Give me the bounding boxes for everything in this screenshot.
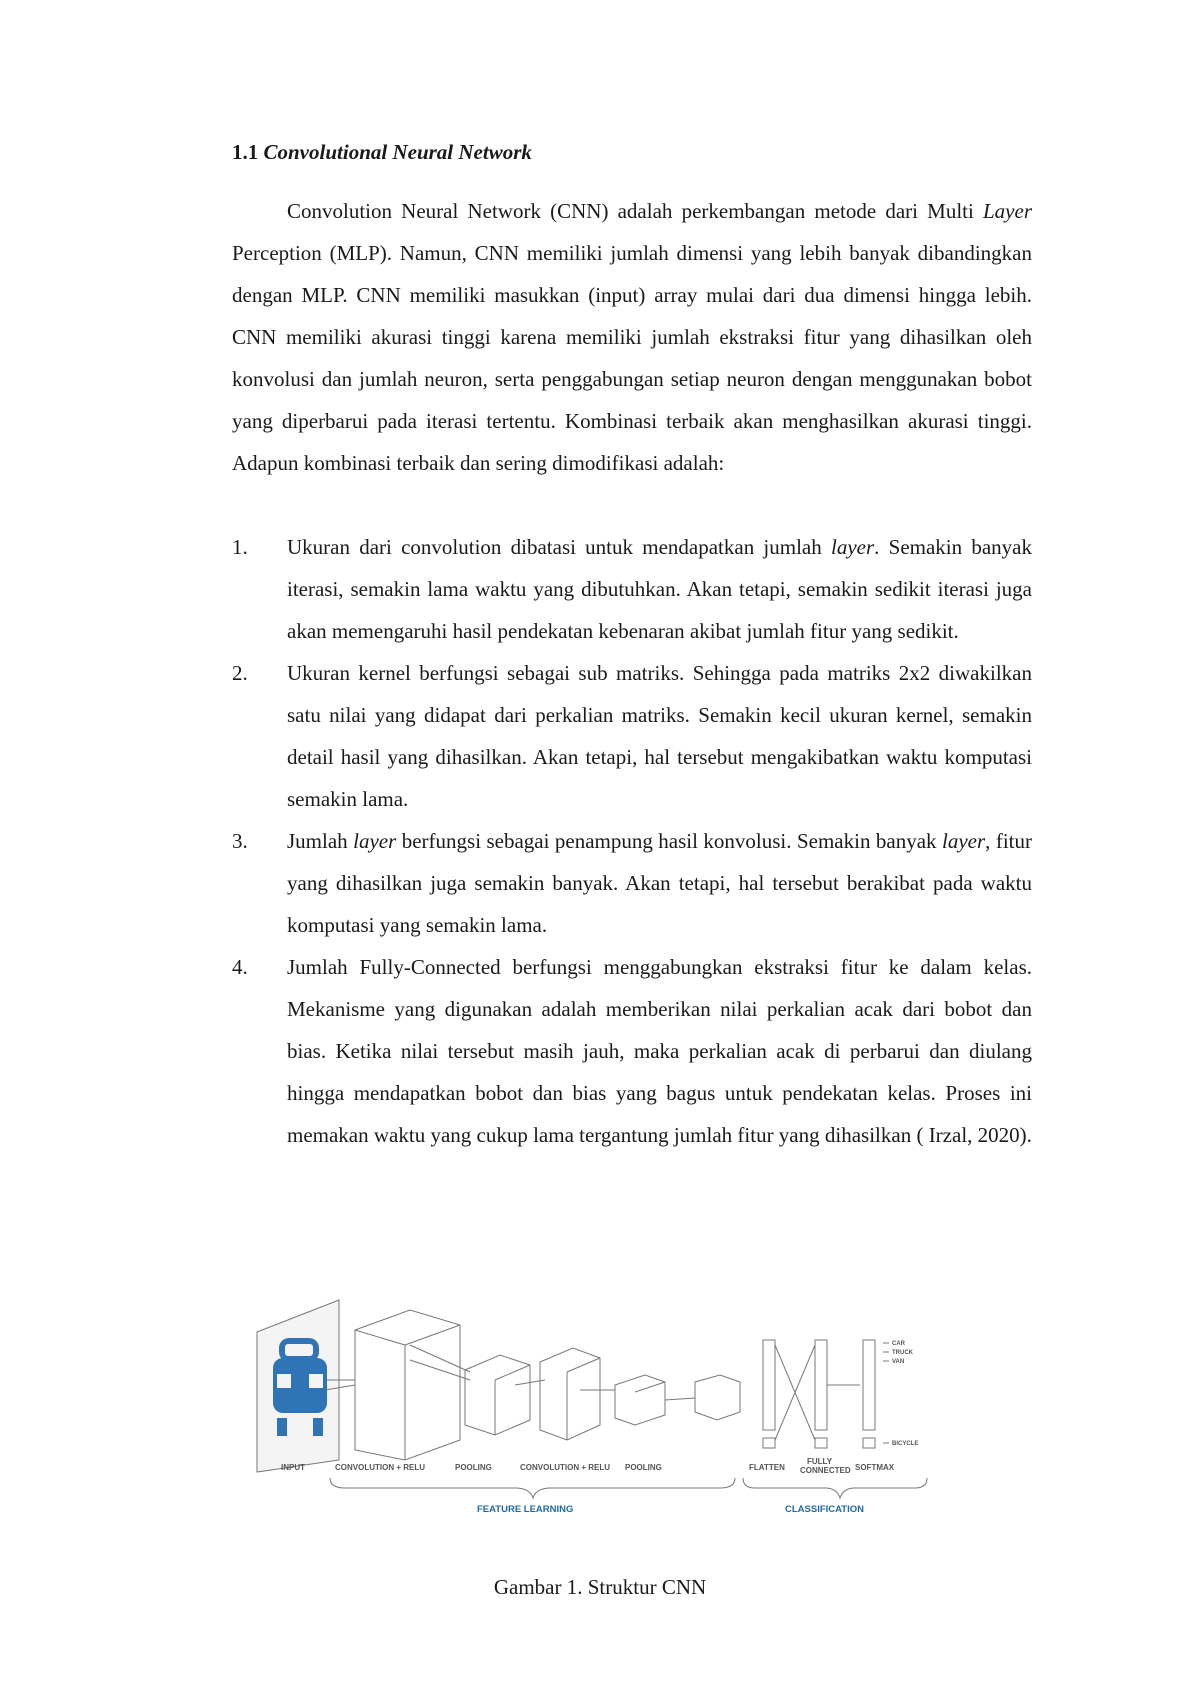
label-conv2: CONVOLUTION + RELU [520, 1463, 611, 1472]
list-item: 2. Ukuran kernel berfungsi sebagai sub matriks. Sehingga pada matriks 2x2 diwakilkan satu nilai yang didapat dari perkalian matriks. Semakin kecil ukuran kernel, semakin detail hasil yang dihasilkan. Akan tetapi, hal tersebut mengakibatkan waktu komputasi semakin lama. [232, 661, 1032, 811]
label-conv1: CONVOLUTION + RELU [335, 1463, 426, 1472]
label-feature-learning: FEATURE LEARNING [477, 1504, 574, 1515]
label-fully: FULLY [807, 1457, 833, 1466]
label-softmax: SOFTMAX [855, 1463, 895, 1472]
label-connected: CONNECTED [800, 1466, 851, 1475]
section-title: Convolutional Neural Network [263, 140, 532, 164]
numbered-list [232, 526, 1032, 1156]
section-number: 1.1 [232, 140, 259, 164]
label-pool2: POOLING [625, 1463, 662, 1472]
figure-caption: Gambar 1. Struktur CNN [493, 1575, 707, 1599]
list-item: 1. Ukuran dari convolution dibatasi untuk mendapatkan jumlah layer. Semakin banyak iterasi, semakin lama waktu yang dibutuhkan. Akan tetapi, semakin sedikit iterasi juga akan memengaruhi hasil pendekatan kebenaran akibat jumlah fitur yang sedikit. [232, 535, 1032, 643]
intro-paragraph: Convolution Neural Network (CNN) adalah perkembangan metode dari Multi Layer Perception (MLP). Namun, CNN memiliki jumlah dimensi yang lebih banyak dibandingkan dengan MLP. CNN memiliki masukkan (input) array mulai dari dua dimensi hingga lebih. CNN memiliki akurasi tinggi karena memiliki jumlah ekstraksi fitur yang dihasilkan oleh konvolusi dan jumlah neuron, serta penggabungan setiap neuron dengan menggunakan bobot yang diperbarui pada iterasi tertentu. Kombinasi terbaik akan menghasilkan akurasi tinggi. Adapun kombinasi terbaik dan sering dimodifikasi adalah: [232, 199, 1032, 475]
list-item: 4. Jumlah Fully-Connected berfungsi menggabungkan ekstraksi fitur ke dalam kelas. Mekanisme yang digunakan adalah memberikan nilai perkalian acak dari bobot dan bias. Ketika nilai tersebut masih jauh, maka perkalian acak di perbarui dan diulang hingga mendapatkan bobot dan bias yang bagus untuk pendekatan kelas. Proses ini memakan waktu yang cukup lama tergantung jumlah fitur yang dihasilkan ( Irzal, 2020). [232, 955, 1032, 1147]
section-heading [232, 140, 532, 165]
label-pool1: POOLING [455, 1463, 492, 1472]
label-input: INPUT [281, 1463, 305, 1472]
class-van: VAN [892, 1359, 905, 1365]
cnn-structure-figure [255, 1290, 1015, 1520]
class-truck: TRUCK [892, 1350, 913, 1356]
list-item: 3. Jumlah layer berfungsi sebagai penampung hasil konvolusi. Semakin banyak layer, fitur yang dihasilkan juga semakin banyak. Akan tetapi, hal tersebut berakibat pada waktu komputasi yang semakin lama. [232, 829, 1032, 937]
class-bicycle: BICYCLE [892, 1441, 919, 1447]
class-car: CAR [892, 1341, 905, 1347]
label-flatten: FLATTEN [749, 1463, 785, 1472]
label-classification: CLASSIFICATION [785, 1504, 864, 1515]
